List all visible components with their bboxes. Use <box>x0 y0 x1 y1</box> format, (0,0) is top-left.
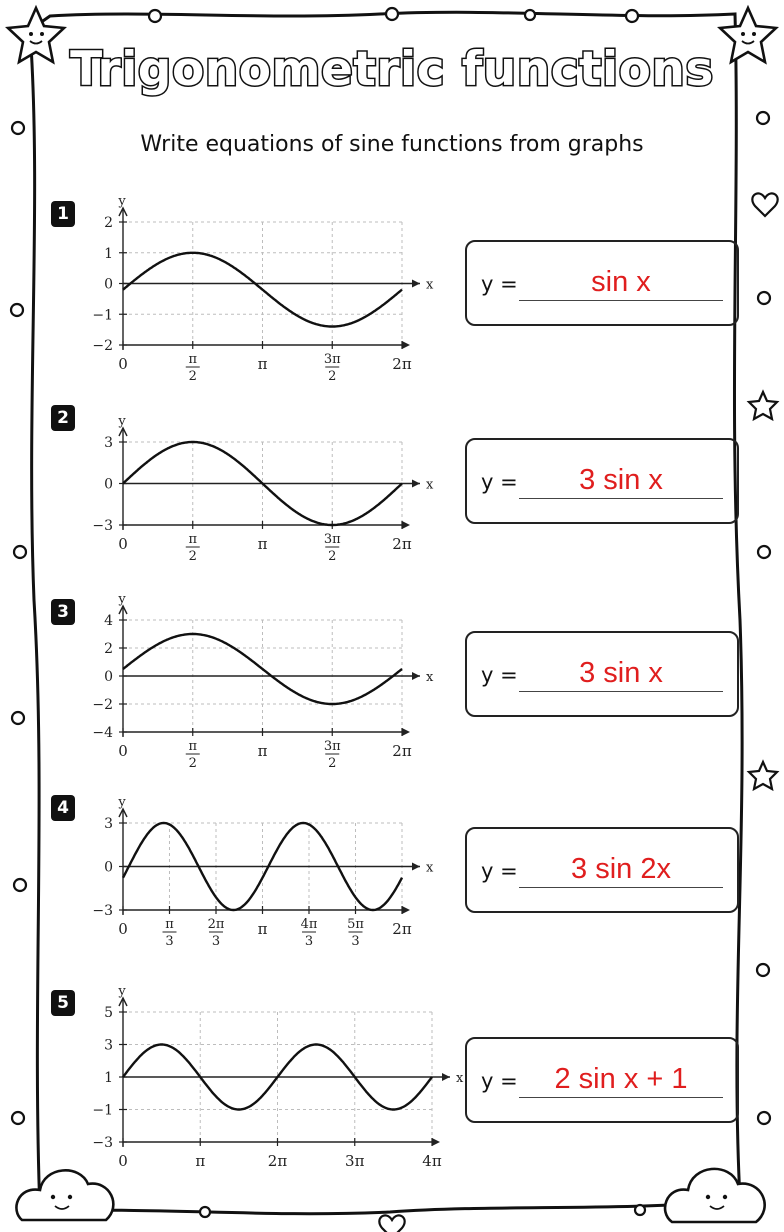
problem-2-answer-box <box>465 438 739 524</box>
sine-curve <box>123 253 402 327</box>
answer-prefix: y = <box>481 859 518 883</box>
y-tick-label: 2 <box>104 641 113 657</box>
x-tick-label-denominator: 2 <box>328 756 337 771</box>
chart-plot-area <box>92 984 464 1170</box>
problem-number-badge: 2 <box>51 405 75 431</box>
answer-blank-line <box>519 498 723 499</box>
baseline-arrow <box>402 728 410 736</box>
y-tick-label: −3 <box>92 903 113 919</box>
x-tick-label: π <box>257 742 268 760</box>
baseline-arrow <box>402 906 410 914</box>
y-tick-label: −1 <box>92 307 113 324</box>
x-tick-label-denominator: 2 <box>188 369 197 384</box>
y-tick-label: 1 <box>104 245 113 262</box>
page-title: Trigonometric functions <box>70 42 714 97</box>
x-tick-label: 0 <box>118 742 128 760</box>
y-tick-label: −2 <box>92 697 113 713</box>
answer-text[interactable]: 3 sin 2x <box>571 853 671 885</box>
problem-4-graph <box>80 788 434 973</box>
page-subtitle: Write equations of sine functions from graphs <box>140 132 644 157</box>
answer-text[interactable]: 2 sin x + 1 <box>554 1063 688 1095</box>
y-tick-label: 2 <box>104 215 113 231</box>
x-tick-label-numerator: 5π <box>347 917 364 932</box>
x-tick-label-numerator: π <box>188 352 198 367</box>
x-axis-arrow <box>412 672 420 680</box>
y-tick-label: 0 <box>104 476 113 493</box>
x-tick-label: 2π <box>392 355 412 373</box>
problem-1-graph <box>80 192 434 392</box>
y-tick-label: 3 <box>104 816 113 832</box>
x-tick-label-denominator: 3 <box>304 934 314 949</box>
x-tick-label-denominator: 2 <box>328 549 337 564</box>
y-axis-label: y <box>118 795 126 810</box>
answer-prefix: y = <box>481 272 518 296</box>
problem-3-graph <box>80 592 434 777</box>
y-axis-label: y <box>118 194 126 209</box>
x-tick-label-denominator: 2 <box>188 549 197 564</box>
y-tick-label: 0 <box>104 859 113 876</box>
x-tick-label: 0 <box>118 535 128 553</box>
answer-text[interactable]: 3 sin x <box>579 657 663 689</box>
x-axis-label: x <box>426 277 434 293</box>
y-tick-label: −4 <box>92 725 113 741</box>
x-tick-label: 0 <box>118 920 128 938</box>
x-tick-label: 2π <box>392 920 412 938</box>
x-axis-label: x <box>426 670 434 685</box>
x-tick-label: π <box>257 355 268 373</box>
x-tick-label-numerator: π <box>165 917 174 932</box>
y-tick-label: 1 <box>104 1070 113 1086</box>
x-axis-arrow <box>442 1073 450 1081</box>
problem-3-answer-box <box>465 631 739 717</box>
y-tick-label: −2 <box>92 338 113 354</box>
cloud-icon <box>16 1169 764 1222</box>
problem-number-badge: 4 <box>51 795 75 821</box>
problem-number-badge: 3 <box>51 599 75 625</box>
answer-blank-line <box>519 887 723 888</box>
x-tick-label-denominator: 2 <box>188 756 197 771</box>
x-axis-label: x <box>456 1071 464 1086</box>
problem-1-answer-box <box>465 240 739 326</box>
x-tick-label-numerator: π <box>188 532 198 547</box>
answer-blank-line <box>519 1097 723 1098</box>
y-tick-label: 0 <box>104 669 113 685</box>
x-tick-label-numerator: 4π <box>300 917 318 932</box>
chart-plot-area <box>92 414 434 564</box>
answer-blank-line <box>519 691 723 692</box>
y-tick-label: −1 <box>92 1102 113 1119</box>
x-tick-label: π <box>257 920 268 938</box>
y-axis-label: y <box>118 414 126 429</box>
x-tick-label: 2π <box>392 535 412 553</box>
x-tick-label: π <box>195 1152 206 1170</box>
x-tick-label-denominator: 3 <box>211 934 221 949</box>
problem-5-answer-box <box>465 1037 739 1123</box>
answer-prefix: y = <box>481 470 518 494</box>
problem-number-badge: 1 <box>51 201 75 227</box>
x-tick-label: 0 <box>118 1152 128 1170</box>
y-tick-label: 0 <box>104 276 113 293</box>
y-tick-label: −3 <box>92 1135 113 1151</box>
x-axis-arrow <box>412 863 420 871</box>
y-axis-label: y <box>118 592 126 607</box>
x-tick-label-numerator: 2π <box>207 917 225 932</box>
baseline-arrow <box>432 1138 440 1146</box>
x-axis-arrow <box>412 480 420 488</box>
baseline-arrow <box>402 521 410 529</box>
x-tick-label: π <box>257 535 268 553</box>
x-tick-label: 2π <box>267 1152 288 1170</box>
x-tick-label-denominator: 2 <box>328 369 337 384</box>
y-tick-label: 4 <box>104 613 113 629</box>
answer-blank-line <box>519 300 723 301</box>
x-tick-label-numerator: 3π <box>323 352 341 367</box>
x-tick-label: 3π <box>345 1152 365 1170</box>
x-tick-label-numerator: 3π <box>323 532 341 547</box>
x-axis-arrow <box>412 280 420 288</box>
y-tick-label: 3 <box>104 435 113 451</box>
x-tick-label-numerator: π <box>188 739 198 754</box>
answer-prefix: y = <box>481 1069 518 1093</box>
x-axis-label: x <box>426 477 434 493</box>
answer-text[interactable]: 3 sin x <box>579 464 663 496</box>
baseline-arrow <box>402 341 410 349</box>
chart-plot-area <box>92 194 434 384</box>
chart-plot-area <box>92 795 434 949</box>
x-tick-label-numerator: 3π <box>323 739 341 754</box>
x-tick-label: 4π <box>422 1152 442 1170</box>
x-tick-label: 0 <box>118 355 128 373</box>
problem-2-graph <box>80 400 434 585</box>
x-tick-label: 2π <box>392 742 412 760</box>
x-tick-label-denominator: 3 <box>351 934 360 949</box>
problem-4-answer-box <box>465 827 739 913</box>
star-icon <box>749 392 777 789</box>
y-axis-label: y <box>118 984 126 999</box>
y-tick-label: −3 <box>92 518 113 534</box>
y-tick-label: 3 <box>104 1037 113 1054</box>
answer-prefix: y = <box>481 663 518 687</box>
x-tick-label-denominator: 3 <box>165 934 174 949</box>
problem-5-graph <box>80 982 464 1170</box>
chart-plot-area <box>92 592 434 771</box>
problem-number-badge: 5 <box>51 990 75 1016</box>
x-axis-label: x <box>426 860 434 876</box>
y-tick-label: 5 <box>104 1005 113 1021</box>
answer-text[interactable]: sin x <box>591 266 651 298</box>
